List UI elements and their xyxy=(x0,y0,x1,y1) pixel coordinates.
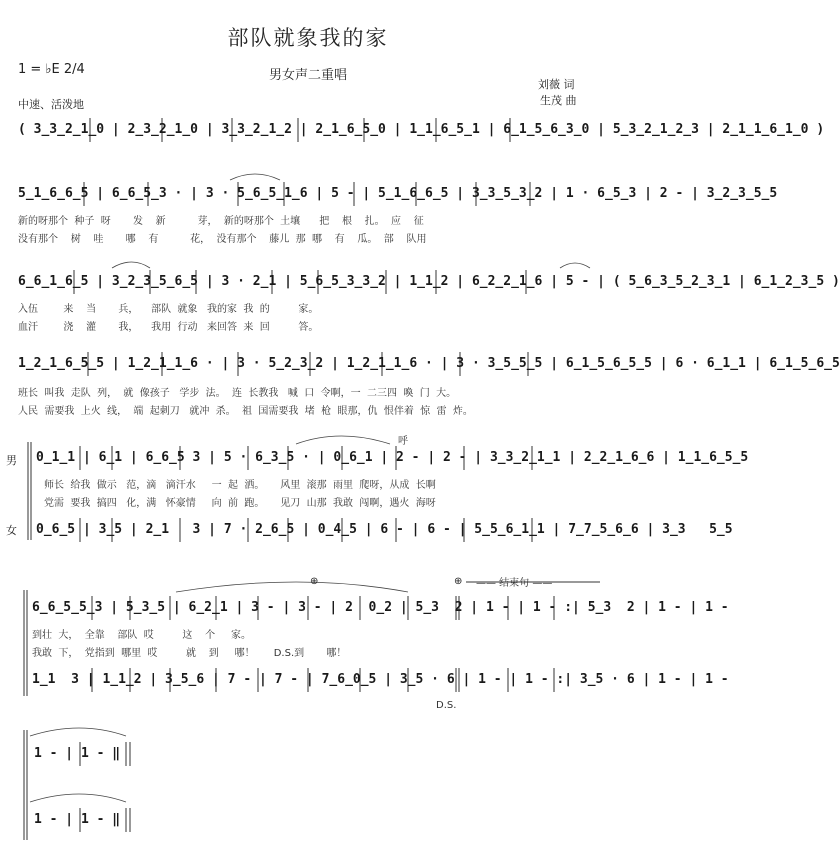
system-3-lyrics-verse-2: 血汗 浇 灌 我， 我用 行动 来回答 来 回 答。 xyxy=(18,322,319,333)
system-6-lyrics-verse-2: 我敢 下， 党指到 哪里 哎 就 到 哪！ D.S.到 哪！ xyxy=(32,648,347,659)
female-voice-label: 女 xyxy=(6,524,17,537)
system-5-lyrics-verse-2: 党需 要我 搞四 化，满 怀豪情 向 前 跑。 见刀 山那 我敢 闯啊，遇火 海呀 xyxy=(44,498,436,509)
system-2-lyrics-verse-2: 没有那个 树 哇 哪 有 花， 没有那个 藤儿 那 哪 有 瓜。 部 队用 xyxy=(18,234,427,245)
system-2-lyrics-verse-1: 新的呀那个 种子 呀 发 新 芽， 新的呀那个 土壤 把 根 扎。 应 征 xyxy=(18,216,424,227)
system-5-male-notes: 0̲1̲1 | 6̲1 | 6̲6̲5 3 | 5 · 6̲3̲5 · | 0̲6̲1 | 2 - | 2 - | 3̲3̲2̲1̲1 | 2̲2̲1̲6̲6 | 1̲1̲6̲5̲5 xyxy=(36,450,749,465)
system-6-lower-notes: 1̲1 3 | 1̲1̲2 | 3̲5̲6 | 7 - | 7 - | 7̲6̲0̲5 | 3̲5 · 6 | 1 - | 1 - :| 3̲5 · 6 | 1 - | 1 - xyxy=(32,672,729,687)
system-7-lower-notes: 1 - | 1 - ‖ xyxy=(34,812,121,827)
system-4-lyrics-verse-1: 班长 叫我 走队 列， 就 像孩子 学步 法。 连 长教我 喊 口 令啊，一 二三四 喚 门 大。 xyxy=(18,388,457,399)
system-2-notes: 5̲1̲6̲6̲5 | 6̲6̲5̲3 · | 3 · 5̲6̲5̲1̲6 | 5 - | 5̲1̲6̲6̲5 | 3̲3̲5̲3̲2 | 1 · 6̲5̲3 | 2 - | 3̲2̲3̲5̲5 xyxy=(18,186,778,201)
system-6-upper-notes: 6̲6̲5̲5̲3 | 5̲3̲5 | 6̲2̲1 | 3 - | 3 - | 2 0̲2 | 5̲3 2 | 1 - | 1 - :| 5̲3 2 | 1 - | 1 - xyxy=(32,600,729,615)
system-6-lyrics-verse-1: 到壮 大， 全靠 部队 哎 这 个 家。 xyxy=(32,630,252,641)
coda-sign-1: ⊕ xyxy=(310,576,319,587)
system-5-lyrics-verse-1: 师长 给我 做示 范，滴 滴汗水 一 起 洒。 风里 滚那 雨里 爬呀，从成 长啊 xyxy=(44,480,436,491)
male-voice-label: 男 xyxy=(6,454,17,467)
key-signature: 1 = ♭E 2/4 xyxy=(18,62,85,77)
composer: 生茂 曲 xyxy=(540,94,577,107)
coda-ending-label: —— 结束句 —— xyxy=(476,578,553,589)
lyricist: 刘薇 词 xyxy=(538,78,575,91)
tempo-marking: 中速、活泼地 xyxy=(18,98,84,111)
system-4-lyrics-verse-2: 人民 需要我 上火 线， 端 起刺刀 就冲 杀。 祖 国需要我 堵 枪 眼那，仇 恨伴着 惊 雷 炸。 xyxy=(18,406,473,417)
coda-sign-2: ⊕ xyxy=(454,576,463,587)
breath-mark: 呼 xyxy=(398,436,408,447)
system-1-notes: ( 3̲3̲2̲1̲0 | 2̲3̲2̲1̲0 | 3̲3̲2̲1̲2 | 2̲1̲6̲5̲0 | 1̲1̲6̲5̲1 | 6̲1̲5̲6̲3̲0 | 5̲3̲2̲1̲2̲3 | 2̲1̲1̲6̲1̲0 ) xyxy=(18,122,825,137)
system-3-lyrics-verse-1: 入伍 来 当 兵， 部队 就象 我的家 我 的 家。 xyxy=(18,304,319,315)
system-4-notes: 1̲2̲1̲6̲5̲5 | 1̲2̲1̲1̲6 · | 3 · 5̲2̲3̲2 | 1̲2̲1̲1̲6 · | 3 · 3̲5̲5̲5 | 6̲1̲5̲6̲5̲5 | 6 · 6̲1̲1 | 6̲1̲5̲6̲5 xyxy=(18,356,840,371)
ds-mark: D.S. xyxy=(436,700,457,711)
system-7-upper-notes: 1 - | 1 - ‖ xyxy=(34,746,121,761)
system-3-notes: 6̲6̲1̲6̲5 | 3̲2̲3̲5̲6̲5 | 3 · 2̲1 | 5̲6̲5̲3̲3̲2 | 1̲1̲2 | 6̲2̲2̲1̲6 | 5 - | ( 5̲6̲3̲5̲2̲3̲1 | 6̲1̲2̲3̲5 ) xyxy=(18,274,840,289)
system-5-female-notes: 0̲6̲5 | 3̲5 | 2̲1 3 | 7 · 2̲6̲5 | 0̲4̲5 | 6 - | 6 - | 5̲5̲6̲1̲1 | 7̲7̲5̲6̲6 | 3̲3 5̲5 xyxy=(36,522,733,537)
song-subtitle: 男女声二重唱 xyxy=(268,68,347,83)
song-title: 部队就象我的家 xyxy=(227,26,389,50)
